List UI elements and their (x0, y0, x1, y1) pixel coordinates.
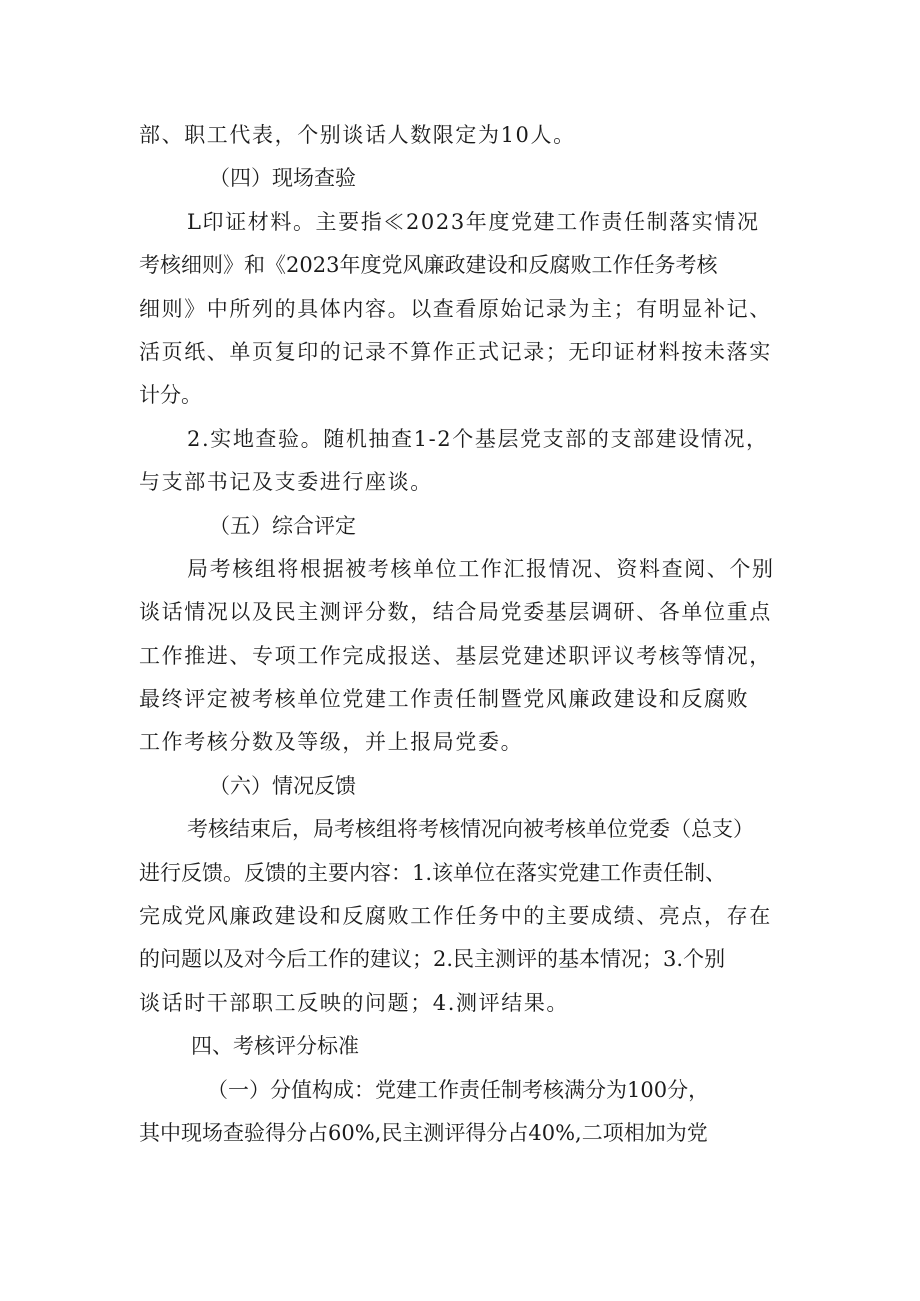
document-body (139, 114, 799, 1155)
body-line-23: （一）分值构成：党建工作责任制考核满分为100分， (207, 1077, 710, 1102)
section-heading-6: （六）情况反馈 (209, 773, 356, 798)
body-line-18: 进行反馈。反馈的主要内容：1.该单位在落实党建工作责任制、 (139, 860, 727, 885)
chapter-heading-4: 四、考核评分标准 (191, 1034, 359, 1059)
section-heading-5: （五）综合评定 (209, 513, 356, 538)
body-line-6: 活页纸、单页复印的记录不算作正式记录；无印证材料按未落实 (139, 339, 772, 364)
body-line-3: L印证材料。主要指≪2023年度党建工作责任制落实情况 (187, 209, 760, 234)
body-line-4: 考核细则》和《2023年度党风廉政建设和反腐败工作任务考核 (139, 253, 718, 278)
body-line-8: 2.实地查验。随机抽查1-2个基层党支部的支部建设情况， (187, 426, 769, 451)
body-line-19: 完成党风廉政建设和反腐败工作任务中的主要成绩、亮点，存在 (139, 904, 772, 929)
body-line-11: 局考核组将根据被考核单位工作汇报情况、资料查阅、个别 (187, 556, 775, 581)
body-line-1: 部、职工代表，个别谈话人数限定为10人。 (139, 123, 576, 147)
body-line-12: 谈话情况以及民主测评分数，结合局党委基层调研、各单位重点 (139, 600, 772, 625)
body-line-21: 谈话时干部职工反映的问题；4.测评结果。 (139, 990, 570, 1015)
body-line-20: 的问题以及对今后工作的建议；2.民主测评的基本情况；3.个别 (139, 947, 726, 972)
body-line-17: 考核结束后，局考核组将考核情况向被考核单位党委（总支） (187, 817, 754, 842)
section-heading-4: （四）现场查验 (209, 166, 356, 191)
body-line-14: 最终评定被考核单位党建工作责任制暨党风廉政建设和反腐败 (139, 687, 750, 712)
body-line-24: 其中现场查验得分占60%,民主测评得分占40%,二项相加为党 (139, 1120, 708, 1145)
body-line-9: 与支部书记及支委进行座谈。 (139, 470, 433, 495)
body-line-15: 工作考核分数及等级，并上报局党委。 (139, 730, 524, 755)
body-line-5: 细则》中所列的具体内容。以查看原始记录为主；有明显补记、 (139, 296, 772, 321)
body-line-7: 计分。 (139, 383, 202, 408)
body-line-13: 工作推进、专项工作完成报送、基层党建述职评议考核等情况， (139, 643, 772, 668)
